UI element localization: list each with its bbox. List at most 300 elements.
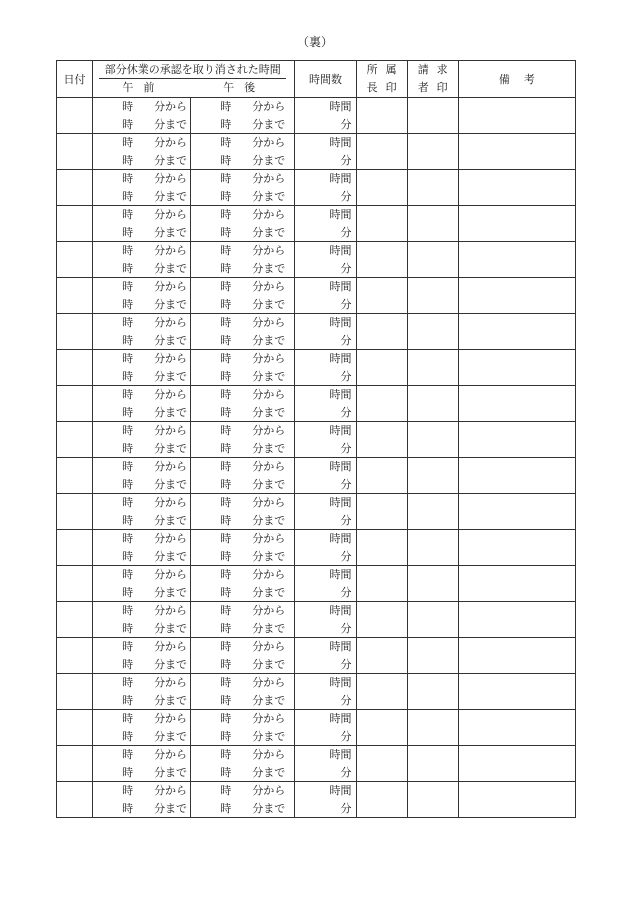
- am-start-minute-label: 分から: [154, 208, 188, 221]
- header-row: [57, 61, 576, 98]
- table-row: [57, 530, 576, 566]
- pm-end-minute-label: 分まで: [252, 189, 286, 203]
- pm-start-hour-label: 時: [220, 748, 232, 761]
- dept-head-seal-cell[interactable]: [356, 458, 407, 494]
- am-start-minute-label: 分から: [154, 244, 188, 257]
- am-time-cell[interactable]: [93, 566, 191, 602]
- hours-cell[interactable]: [295, 98, 356, 134]
- date-cell[interactable]: [57, 314, 93, 350]
- pm-start-minute-label: 分から: [252, 100, 286, 113]
- pm-time-cell[interactable]: [191, 458, 295, 494]
- date-cell[interactable]: [57, 206, 93, 242]
- date-cell[interactable]: [57, 566, 93, 602]
- am-time-cell[interactable]: [93, 458, 191, 494]
- pm-time-cell[interactable]: [191, 386, 295, 422]
- pm-start-hour-label: 時: [220, 496, 232, 509]
- pm-start-hour-label: 時: [220, 280, 232, 293]
- dept-head-seal-cell[interactable]: [356, 278, 407, 314]
- am-start-minute-label: 分から: [154, 280, 188, 293]
- pm-end-minute-label: 分まで: [252, 333, 286, 347]
- am-start-hour-label: 時: [122, 784, 134, 797]
- header-cancelled-time-group: [93, 61, 295, 98]
- date-cell[interactable]: [57, 530, 93, 566]
- dept-head-seal-cell[interactable]: [356, 782, 407, 818]
- pm-end-minute-label: 分まで: [252, 261, 286, 275]
- pm-time-cell[interactable]: [191, 710, 295, 746]
- remarks-cell[interactable]: [458, 134, 575, 170]
- remarks-cell[interactable]: [458, 458, 575, 494]
- am-time-cell[interactable]: [93, 530, 191, 566]
- requester-seal-cell[interactable]: [407, 566, 458, 602]
- date-cell[interactable]: [57, 170, 93, 206]
- hours-cell[interactable]: [295, 242, 356, 278]
- am-end-hour-label: 時: [122, 333, 134, 347]
- pm-end-minute-label: 分まで: [252, 117, 286, 131]
- am-end-minute-label: 分まで: [154, 153, 188, 167]
- pm-start-minute-label: 分から: [252, 424, 286, 437]
- am-end-minute-label: 分まで: [154, 801, 188, 815]
- pm-end-minute-label: 分まで: [252, 297, 286, 311]
- am-start-hour-label: 時: [122, 388, 134, 401]
- pm-start-minute-label: 分から: [252, 244, 286, 257]
- minutes-unit-label: 分: [340, 657, 352, 671]
- am-time-cell[interactable]: [93, 242, 191, 278]
- am-start-minute-label: 分から: [154, 604, 188, 617]
- hours-cell[interactable]: [295, 674, 356, 710]
- table-row: [57, 314, 576, 350]
- minutes-unit-label: 分: [340, 369, 352, 383]
- am-end-minute-label: 分まで: [154, 189, 188, 203]
- am-start-minute-label: 分から: [154, 748, 188, 761]
- date-cell[interactable]: [57, 422, 93, 458]
- header-hours: 時間数: [295, 61, 356, 98]
- hours-cell[interactable]: [295, 602, 356, 638]
- header-dept-head-seal-top: 所属: [366, 63, 405, 76]
- dept-head-seal-cell[interactable]: [356, 494, 407, 530]
- am-end-hour-label: 時: [122, 189, 134, 203]
- am-end-hour-label: 時: [122, 621, 134, 635]
- pm-end-hour-label: 時: [220, 513, 232, 527]
- header-cancelled-time: 部分休業の承認を取り消された時間: [99, 61, 286, 79]
- requester-seal-cell[interactable]: [407, 386, 458, 422]
- pm-start-hour-label: 時: [220, 388, 232, 401]
- pm-time-cell[interactable]: [191, 566, 295, 602]
- am-end-hour-label: 時: [122, 729, 134, 743]
- header-dept-head-seal-bottom: 長印: [366, 81, 405, 94]
- date-cell[interactable]: [57, 710, 93, 746]
- pm-time-cell[interactable]: [191, 422, 295, 458]
- am-time-cell[interactable]: [93, 350, 191, 386]
- requester-seal-cell[interactable]: [407, 206, 458, 242]
- remarks-cell[interactable]: [458, 386, 575, 422]
- am-end-hour-label: 時: [122, 477, 134, 491]
- remarks-cell[interactable]: [458, 170, 575, 206]
- am-time-cell[interactable]: [93, 98, 191, 134]
- pm-time-cell[interactable]: [191, 602, 295, 638]
- table-row: [57, 350, 576, 386]
- pm-end-hour-label: 時: [220, 153, 232, 167]
- am-start-minute-label: 分から: [154, 100, 188, 113]
- pm-end-minute-label: 分まで: [252, 549, 286, 563]
- pm-end-minute-label: 分まで: [252, 585, 286, 599]
- dept-head-seal-cell[interactable]: [356, 134, 407, 170]
- hours-unit-label: 時間: [329, 388, 352, 401]
- dept-head-seal-cell[interactable]: [356, 98, 407, 134]
- pm-start-hour-label: 時: [220, 676, 232, 689]
- am-start-hour-label: 時: [122, 280, 134, 293]
- hours-unit-label: 時間: [329, 784, 352, 797]
- am-end-minute-label: 分まで: [154, 693, 188, 707]
- pm-end-minute-label: 分まで: [252, 657, 286, 671]
- dept-head-seal-cell[interactable]: [356, 314, 407, 350]
- dept-head-seal-cell[interactable]: [356, 170, 407, 206]
- hours-cell[interactable]: [295, 530, 356, 566]
- am-start-minute-label: 分から: [154, 172, 188, 185]
- hours-cell[interactable]: [295, 206, 356, 242]
- am-end-minute-label: 分まで: [154, 513, 188, 527]
- requester-seal-cell[interactable]: [407, 314, 458, 350]
- pm-start-minute-label: 分から: [252, 280, 286, 293]
- pm-end-minute-label: 分まで: [252, 693, 286, 707]
- date-cell[interactable]: [57, 458, 93, 494]
- pm-end-minute-label: 分まで: [252, 801, 286, 815]
- requester-seal-cell[interactable]: [407, 782, 458, 818]
- requester-seal-cell[interactable]: [407, 458, 458, 494]
- am-time-cell[interactable]: [93, 674, 191, 710]
- table-row: [57, 242, 576, 278]
- table-row: [57, 566, 576, 602]
- header-date: 日付: [57, 61, 93, 98]
- dept-head-seal-cell[interactable]: [356, 530, 407, 566]
- pm-time-cell[interactable]: [191, 98, 295, 134]
- hours-unit-label: 時間: [329, 100, 352, 113]
- am-end-hour-label: 時: [122, 585, 134, 599]
- date-cell[interactable]: [57, 674, 93, 710]
- hours-cell[interactable]: [295, 782, 356, 818]
- am-time-cell[interactable]: [93, 746, 191, 782]
- remarks-cell[interactable]: [458, 782, 575, 818]
- hours-unit-label: 時間: [329, 712, 352, 725]
- date-cell[interactable]: [57, 98, 93, 134]
- requester-seal-cell[interactable]: [407, 242, 458, 278]
- am-end-minute-label: 分まで: [154, 657, 188, 671]
- am-time-cell[interactable]: [93, 206, 191, 242]
- am-start-minute-label: 分から: [154, 388, 188, 401]
- am-start-hour-label: 時: [122, 604, 134, 617]
- date-cell[interactable]: [57, 638, 93, 674]
- pm-end-hour-label: 時: [220, 621, 232, 635]
- pm-time-cell[interactable]: [191, 746, 295, 782]
- am-start-hour-label: 時: [122, 424, 134, 437]
- pm-time-cell[interactable]: [191, 674, 295, 710]
- pm-time-cell[interactable]: [191, 314, 295, 350]
- hours-unit-label: 時間: [329, 676, 352, 689]
- pm-end-minute-label: 分まで: [252, 729, 286, 743]
- remarks-cell[interactable]: [458, 278, 575, 314]
- dept-head-seal-cell[interactable]: [356, 746, 407, 782]
- pm-time-cell[interactable]: [191, 530, 295, 566]
- minutes-unit-label: 分: [340, 261, 352, 275]
- pm-time-cell[interactable]: [191, 638, 295, 674]
- am-start-minute-label: 分から: [154, 712, 188, 725]
- am-end-minute-label: 分まで: [154, 297, 188, 311]
- hours-cell[interactable]: [295, 278, 356, 314]
- dept-head-seal-cell[interactable]: [356, 674, 407, 710]
- remarks-cell[interactable]: [458, 494, 575, 530]
- am-end-hour-label: 時: [122, 513, 134, 527]
- requester-seal-cell[interactable]: [407, 278, 458, 314]
- am-time-cell[interactable]: [93, 638, 191, 674]
- am-time-cell[interactable]: [93, 278, 191, 314]
- date-cell[interactable]: [57, 134, 93, 170]
- pm-start-hour-label: 時: [220, 244, 232, 257]
- pm-end-minute-label: 分まで: [252, 513, 286, 527]
- page-title: （裏）: [296, 35, 333, 49]
- date-cell[interactable]: [57, 386, 93, 422]
- hours-cell[interactable]: [295, 494, 356, 530]
- pm-end-hour-label: 時: [220, 225, 232, 239]
- am-time-cell[interactable]: [93, 602, 191, 638]
- am-time-cell[interactable]: [93, 314, 191, 350]
- pm-end-minute-label: 分まで: [252, 621, 286, 635]
- pm-time-cell[interactable]: [191, 350, 295, 386]
- hours-unit-label: 時間: [329, 748, 352, 761]
- pm-start-hour-label: 時: [220, 460, 232, 473]
- remarks-cell[interactable]: [458, 350, 575, 386]
- pm-end-minute-label: 分まで: [252, 765, 286, 779]
- pm-end-minute-label: 分まで: [252, 225, 286, 239]
- requester-seal-cell[interactable]: [407, 710, 458, 746]
- pm-start-minute-label: 分から: [252, 604, 286, 617]
- requester-seal-cell[interactable]: [407, 530, 458, 566]
- am-start-minute-label: 分から: [154, 640, 188, 653]
- am-start-hour-label: 時: [122, 136, 134, 149]
- requester-seal-cell[interactable]: [407, 134, 458, 170]
- pm-end-hour-label: 時: [220, 261, 232, 275]
- pm-start-hour-label: 時: [220, 604, 232, 617]
- remarks-cell[interactable]: [458, 242, 575, 278]
- remarks-cell[interactable]: [458, 530, 575, 566]
- minutes-unit-label: 分: [340, 801, 352, 815]
- hours-cell[interactable]: [295, 386, 356, 422]
- dept-head-seal-cell[interactable]: [356, 422, 407, 458]
- minutes-unit-label: 分: [340, 333, 352, 347]
- date-cell[interactable]: [57, 746, 93, 782]
- am-end-hour-label: 時: [122, 153, 134, 167]
- requester-seal-cell[interactable]: [407, 350, 458, 386]
- pm-start-minute-label: 分から: [252, 388, 286, 401]
- am-end-minute-label: 分まで: [154, 729, 188, 743]
- pm-start-hour-label: 時: [220, 424, 232, 437]
- am-end-minute-label: 分まで: [154, 621, 188, 635]
- minutes-unit-label: 分: [340, 153, 352, 167]
- remarks-cell[interactable]: [458, 566, 575, 602]
- dept-head-seal-cell[interactable]: [356, 242, 407, 278]
- am-end-hour-label: 時: [122, 549, 134, 563]
- pm-start-hour-label: 時: [220, 172, 232, 185]
- table-row: [57, 494, 576, 530]
- pm-start-hour-label: 時: [220, 712, 232, 725]
- hours-cell[interactable]: [295, 314, 356, 350]
- am-time-cell[interactable]: [93, 170, 191, 206]
- pm-start-minute-label: 分から: [252, 136, 286, 149]
- table-row: [57, 710, 576, 746]
- pm-time-cell[interactable]: [191, 134, 295, 170]
- pm-start-minute-label: 分から: [252, 532, 286, 545]
- am-end-hour-label: 時: [122, 297, 134, 311]
- am-end-hour-label: 時: [122, 261, 134, 275]
- table-row: [57, 170, 576, 206]
- am-start-hour-label: 時: [122, 748, 134, 761]
- minutes-unit-label: 分: [340, 693, 352, 707]
- header-requester-seal: [407, 61, 458, 98]
- am-start-minute-label: 分から: [154, 532, 188, 545]
- remarks-cell[interactable]: [458, 206, 575, 242]
- pm-end-hour-label: 時: [220, 297, 232, 311]
- pm-end-hour-label: 時: [220, 765, 232, 779]
- remarks-cell[interactable]: [458, 710, 575, 746]
- pm-time-cell[interactable]: [191, 170, 295, 206]
- am-end-minute-label: 分まで: [154, 585, 188, 599]
- requester-seal-cell[interactable]: [407, 602, 458, 638]
- am-end-hour-label: 時: [122, 225, 134, 239]
- requester-seal-cell[interactable]: [407, 638, 458, 674]
- pm-start-minute-label: 分から: [252, 568, 286, 581]
- pm-start-hour-label: 時: [220, 208, 232, 221]
- pm-end-minute-label: 分まで: [252, 405, 286, 419]
- pm-end-hour-label: 時: [220, 405, 232, 419]
- am-start-hour-label: 時: [122, 532, 134, 545]
- remarks-cell[interactable]: [458, 638, 575, 674]
- am-end-hour-label: 時: [122, 405, 134, 419]
- date-cell[interactable]: [57, 242, 93, 278]
- am-start-minute-label: 分から: [154, 460, 188, 473]
- pm-start-hour-label: 時: [220, 316, 232, 329]
- header-am: 午前: [122, 81, 165, 94]
- am-start-minute-label: 分から: [154, 352, 188, 365]
- remarks-cell[interactable]: [458, 602, 575, 638]
- am-time-cell[interactable]: [93, 494, 191, 530]
- am-start-hour-label: 時: [122, 352, 134, 365]
- hours-cell[interactable]: [295, 458, 356, 494]
- pm-end-hour-label: 時: [220, 369, 232, 383]
- requester-seal-cell[interactable]: [407, 98, 458, 134]
- am-time-cell[interactable]: [93, 422, 191, 458]
- date-cell[interactable]: [57, 782, 93, 818]
- am-time-cell[interactable]: [93, 782, 191, 818]
- hours-cell[interactable]: [295, 710, 356, 746]
- minutes-unit-label: 分: [340, 189, 352, 203]
- dept-head-seal-cell[interactable]: [356, 386, 407, 422]
- hours-cell[interactable]: [295, 746, 356, 782]
- pm-start-minute-label: 分から: [252, 496, 286, 509]
- remarks-cell[interactable]: [458, 422, 575, 458]
- pm-start-minute-label: 分から: [252, 316, 286, 329]
- pm-time-cell[interactable]: [191, 206, 295, 242]
- am-end-hour-label: 時: [122, 117, 134, 131]
- pm-time-cell[interactable]: [191, 494, 295, 530]
- am-start-hour-label: 時: [122, 100, 134, 113]
- table-row: [57, 458, 576, 494]
- requester-seal-cell[interactable]: [407, 170, 458, 206]
- hours-unit-label: 時間: [329, 172, 352, 185]
- am-end-minute-label: 分まで: [154, 225, 188, 239]
- am-end-hour-label: 時: [122, 441, 134, 455]
- date-cell[interactable]: [57, 494, 93, 530]
- table-row: [57, 422, 576, 458]
- pm-start-minute-label: 分から: [252, 172, 286, 185]
- table-row: [57, 98, 576, 134]
- hours-cell[interactable]: [295, 566, 356, 602]
- hours-cell[interactable]: [295, 422, 356, 458]
- hours-unit-label: 時間: [329, 568, 352, 581]
- pm-time-cell[interactable]: [191, 278, 295, 314]
- hours-unit-label: 時間: [329, 280, 352, 293]
- hours-cell[interactable]: [295, 134, 356, 170]
- remarks-cell[interactable]: [458, 314, 575, 350]
- am-time-cell[interactable]: [93, 386, 191, 422]
- requester-seal-cell[interactable]: [407, 494, 458, 530]
- pm-time-cell[interactable]: [191, 242, 295, 278]
- requester-seal-cell[interactable]: [407, 422, 458, 458]
- table-row: [57, 674, 576, 710]
- hours-unit-label: 時間: [329, 136, 352, 149]
- am-start-minute-label: 分から: [154, 676, 188, 689]
- date-cell[interactable]: [57, 350, 93, 386]
- remarks-cell[interactable]: [458, 98, 575, 134]
- pm-end-hour-label: 時: [220, 801, 232, 815]
- hours-cell[interactable]: [295, 170, 356, 206]
- dept-head-seal-cell[interactable]: [356, 710, 407, 746]
- pm-time-cell[interactable]: [191, 782, 295, 818]
- minutes-unit-label: 分: [340, 765, 352, 779]
- am-start-minute-label: 分から: [154, 496, 188, 509]
- remarks-cell[interactable]: [458, 746, 575, 782]
- minutes-unit-label: 分: [340, 441, 352, 455]
- am-end-minute-label: 分まで: [154, 405, 188, 419]
- am-time-cell[interactable]: [93, 710, 191, 746]
- dept-head-seal-cell[interactable]: [356, 350, 407, 386]
- pm-start-minute-label: 分から: [252, 460, 286, 473]
- am-start-minute-label: 分から: [154, 136, 188, 149]
- remarks-cell[interactable]: [458, 674, 575, 710]
- am-time-cell[interactable]: [93, 134, 191, 170]
- requester-seal-cell[interactable]: [407, 746, 458, 782]
- hours-cell[interactable]: [295, 638, 356, 674]
- am-end-minute-label: 分まで: [154, 369, 188, 383]
- date-cell[interactable]: [57, 278, 93, 314]
- pm-start-minute-label: 分から: [252, 640, 286, 653]
- pm-end-hour-label: 時: [220, 441, 232, 455]
- dept-head-seal-cell[interactable]: [356, 638, 407, 674]
- dept-head-seal-cell[interactable]: [356, 602, 407, 638]
- dept-head-seal-cell[interactable]: [356, 206, 407, 242]
- am-end-hour-label: 時: [122, 369, 134, 383]
- dept-head-seal-cell[interactable]: [356, 566, 407, 602]
- minutes-unit-label: 分: [340, 585, 352, 599]
- header-requester-seal-bottom: 者印: [417, 81, 456, 94]
- pm-start-hour-label: 時: [220, 352, 232, 365]
- hours-cell[interactable]: [295, 350, 356, 386]
- am-end-minute-label: 分まで: [154, 477, 188, 491]
- requester-seal-cell[interactable]: [407, 674, 458, 710]
- minutes-unit-label: 分: [340, 117, 352, 131]
- hours-unit-label: 時間: [329, 640, 352, 653]
- date-cell[interactable]: [57, 602, 93, 638]
- table-row: [57, 782, 576, 818]
- header-pm: 午後: [223, 81, 266, 94]
- pm-start-hour-label: 時: [220, 532, 232, 545]
